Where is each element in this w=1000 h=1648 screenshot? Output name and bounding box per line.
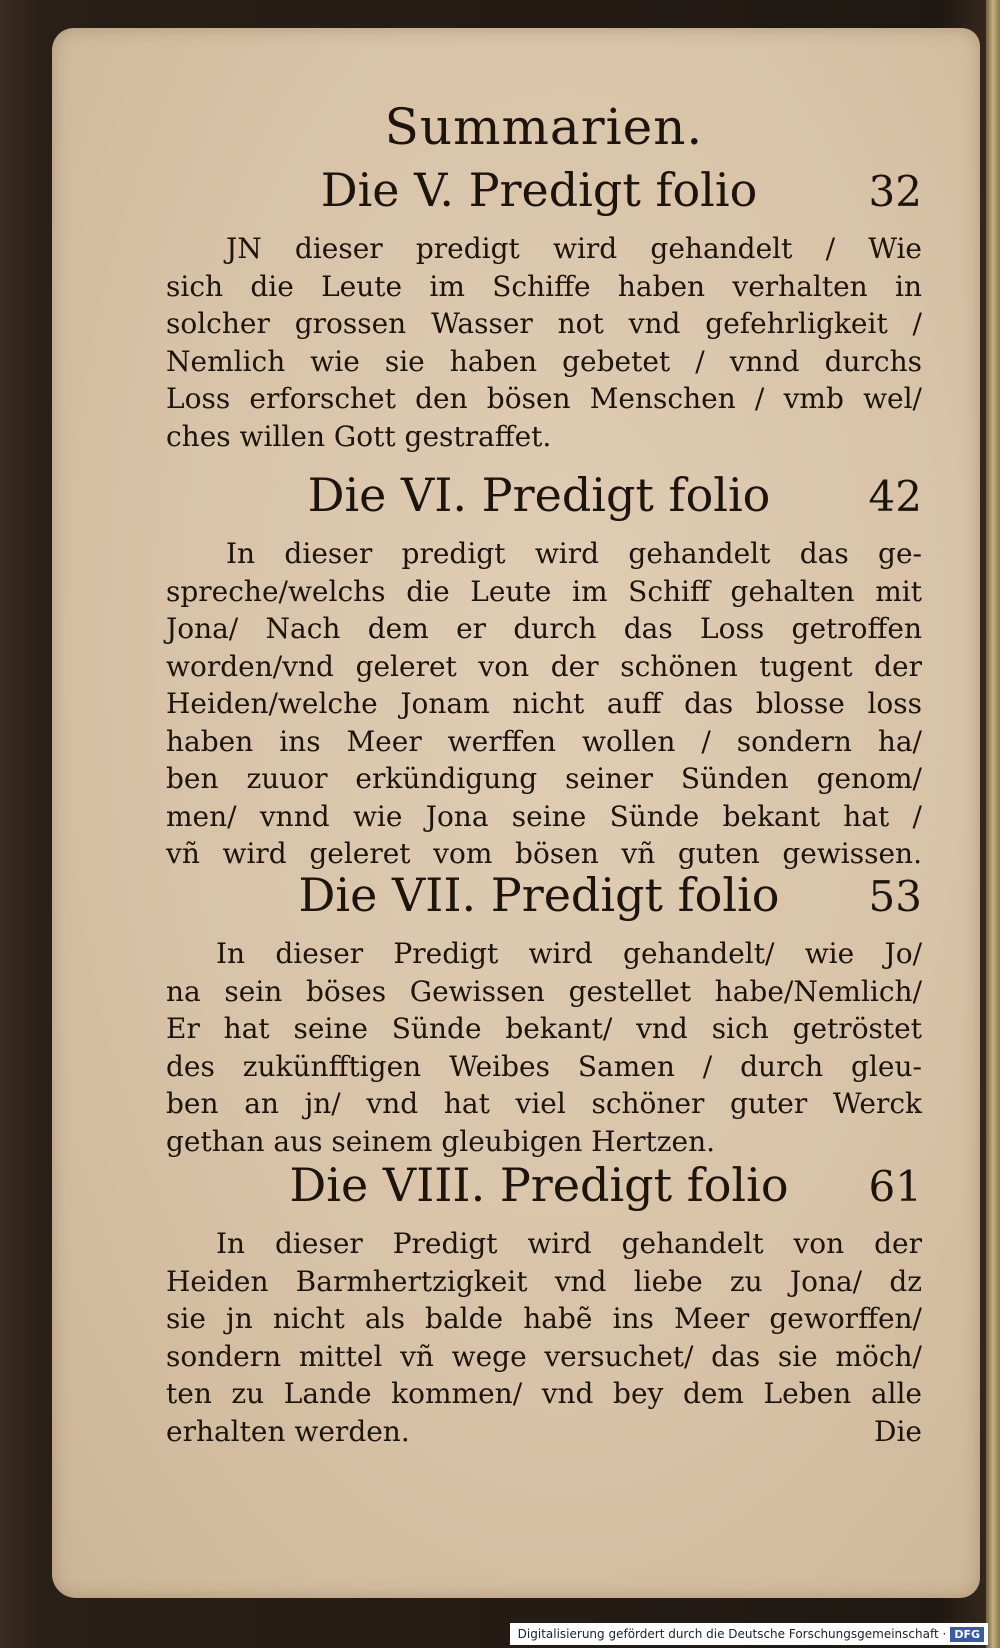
text-line: gethan aus seinem gleubigen Hertzen.	[166, 1124, 716, 1158]
folio-number: 42	[868, 472, 922, 521]
section-v	[166, 150, 922, 455]
digitization-credit	[510, 1623, 988, 1645]
section-heading	[166, 1145, 922, 1225]
text-line: ben zuuor erkündigung seiner Sünden genom/	[166, 762, 922, 795]
folio-number: 32	[868, 167, 922, 216]
text-line: ben an jn/ vnd hat viel schöner guter Werck	[166, 1087, 922, 1120]
text-line: na sein böses Gewissen gestellet habe/Nemlich/	[166, 974, 922, 1008]
section-text	[166, 535, 922, 873]
section-heading	[166, 150, 922, 230]
section-heading	[166, 455, 922, 535]
book-spine-edge	[986, 0, 1000, 1648]
section-title: Die VIII. Predigt folio	[289, 1158, 789, 1212]
section-title: Die VI. Predigt folio	[307, 468, 771, 522]
text-line: Heiden Barmhertzigkeit vnd liebe zu Jona/ dz	[166, 1264, 922, 1298]
text-line: men/ vnnd wie Jona seine Sünde bekant hat /	[166, 799, 922, 833]
text-line: Heiden/welche Jonam nicht auff das blosse loss	[166, 687, 922, 720]
text-line: Jona/ Nach dem er durch das Loss getroffen	[166, 612, 922, 645]
text-line: spreche/welchs die Leute im Schiff gehalten mit	[166, 574, 922, 608]
text-line: ches willen Gott gestraffet.	[166, 419, 552, 453]
section-heading	[166, 855, 922, 935]
text-line: Loss erforschet den bösen Menschen / vmb wel/	[166, 382, 922, 415]
section-text	[166, 935, 922, 1160]
credit-text: Digitalisierung gefördert durch die Deutsche Forschungsgemeinschaft ·	[517, 1627, 947, 1641]
text-line: solcher grossen Wasser not vnd gefehrligkeit /	[166, 307, 922, 340]
text-line: Er hat seine Sünde bekant/ vnd sich getröstet	[166, 1012, 922, 1045]
section-title: Die VII. Predigt folio	[298, 868, 780, 922]
section-text	[166, 230, 922, 455]
folio-number: 61	[868, 1162, 922, 1211]
text-line: sie jn nicht als balde habẽ ins Meer geworffen/	[166, 1302, 922, 1335]
section-viii	[166, 1145, 922, 1450]
folio-number: 53	[868, 872, 922, 921]
text-line: sich die Leute im Schiffe haben verhalten in	[166, 269, 922, 303]
section-vi	[166, 455, 922, 873]
text-line: In dieser predigt wird gehandelt das ge-	[226, 537, 922, 570]
text-line: haben ins Meer werffen wollen / sondern ha/	[166, 724, 922, 758]
text-line: worden/vnd geleret von der schönen tugent der	[166, 649, 922, 683]
text-line: Nemlich wie sie haben gebetet / vnnd durchs	[166, 344, 922, 378]
dfg-logo: DFG	[950, 1627, 984, 1642]
text-line: erhalten werden.	[166, 1414, 410, 1448]
text-line: In dieser Predigt wird gehandelt von der	[216, 1227, 922, 1260]
text-line: In dieser Predigt wird gehandelt/ wie Jo/	[216, 937, 922, 970]
section-vii	[166, 855, 922, 1160]
section-text	[166, 1225, 922, 1413]
section-title: Die V. Predigt folio	[320, 163, 758, 217]
text-line: JN dieser predigt wird gehandelt / Wie	[226, 232, 922, 265]
text-line: ten zu Lande kommen/ vnd bey dem Leben alle	[166, 1377, 922, 1410]
text-line: des zukünfftigen Weibes Samen / durch gleu-	[166, 1049, 922, 1083]
last-line-row	[166, 1413, 922, 1451]
running-head: Summarien.	[384, 98, 704, 156]
catchword: Die	[874, 1414, 922, 1448]
text-line: vñ wird geleret vom bösen vñ guten gewissen.	[166, 837, 922, 870]
text-line: sondern mittel vñ wege versuchet/ das sie möch/	[166, 1339, 922, 1373]
